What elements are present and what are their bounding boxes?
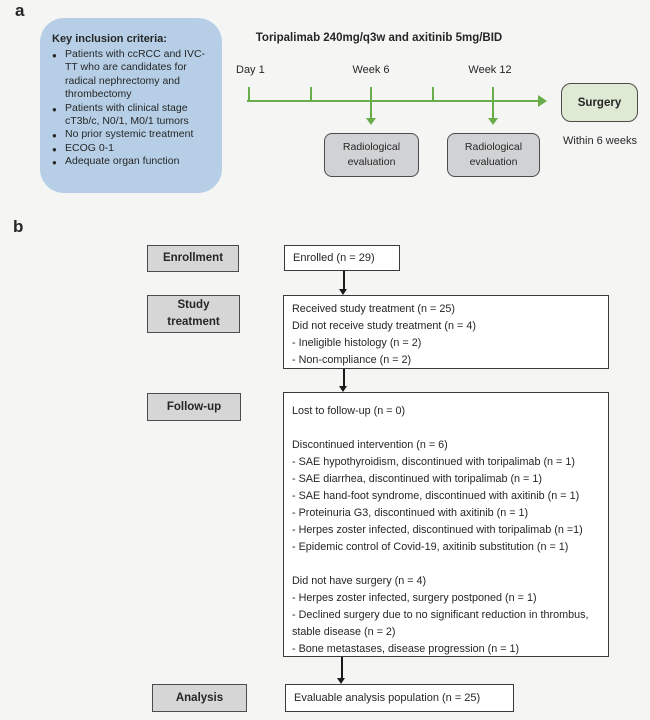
followup-line [292,556,608,573]
panel-b-label: b [13,217,24,236]
inclusion-item: ● No prior systemic treatment [52,128,212,141]
inclusion-item: ● Patients with ccRCC and IVC-TT who are candidates for radical nephrectomy and thrombectomy [52,48,212,102]
inclusion-item: ● ECOG 0-1 [52,142,212,155]
treatment-line: Received study treatment (n = 25) [292,303,455,315]
followup-line [292,420,608,437]
inclusion-criteria-title: Key inclusion criteria: [52,33,167,45]
flow-arrow [343,369,345,386]
inclusion-item: ● Patients with clinical stage cT3b/c, N0/1, M0/1 tumors [52,102,212,129]
radiological-evaluation-box-week6: Radiological evaluation [324,133,419,177]
week12-down-arrowhead-icon [488,118,498,125]
analysis-box: Evaluable analysis population (n = 25) [285,684,514,712]
inclusion-criteria-list [52,48,212,169]
flow-arrowhead-icon [339,386,347,392]
timeline-tick [432,87,434,101]
followup-line: - Proteinuria G3, discontinued with axitinib (n = 1) [292,507,529,519]
flow-arrow [341,657,343,678]
flow-arrowhead-icon [339,289,347,295]
treatment-line: - Ineligible histology (n = 2) [292,337,422,349]
regimen-title: Toripalimab 240mg/q3w and axitinib 5mg/BID [255,32,503,44]
flow-arrow [343,271,345,289]
followup-line: - Bone metastases, disease progression (n = 1) [292,643,520,655]
week6-down-arrowhead-icon [366,118,376,125]
timeline-tick [248,87,250,101]
panel-a-label: a [15,1,25,20]
followup-line: Discontinued intervention (n = 6) [292,439,448,451]
treatment-line: - Non-compliance (n = 2) [292,354,412,366]
followup-line: - Herpes zoster infected, surgery postponed (n = 1) [292,592,537,604]
flow-arrowhead-icon [337,678,345,684]
timeline-axis [247,100,539,102]
followup-line: - Epidemic control of Covid-19, axitinib substitution (n = 1) [292,541,569,553]
followup-line: - SAE diarrhea, discontinued with toripalimab (n = 1) [292,473,542,485]
surgery-box: Surgery [561,83,638,122]
enrolled-box: Enrolled (n = 29) [284,245,400,271]
treatment-line: Did not receive study treatment (n = 4) [292,320,476,332]
inclusion-item: ● Adequate organ function [52,155,212,168]
followup-line: - SAE hypothyroidism, discontinued with toripalimab (n = 1) [292,456,575,468]
timepoint-week12: Week 12 [468,64,512,76]
follow-up-box [283,392,609,657]
timeline-arrowhead-icon [538,95,547,107]
followup-line: Did not have surgery (n = 4) [292,575,427,587]
timepoint-day1: Day 1 [236,64,265,76]
followup-line: - SAE hand-foot syndrome, discontinued with axitinib (n = 1) [292,490,580,502]
inclusion-criteria-box [40,18,222,193]
followup-line: Lost to follow-up (n = 0) [292,405,406,417]
stage-enrollment: Enrollment [147,245,239,272]
timeline-tick [370,87,372,101]
followup-line: stable disease (n = 2) [292,626,396,638]
week6-down-arrow [370,102,372,118]
timeline-tick [310,87,312,101]
followup-line: - Declined surgery due to no significant reduction in thrombus, [292,609,589,621]
stage-follow-up: Follow-up [147,393,241,421]
followup-line: - Herpes zoster infected, discontinued with toripalimab (n =1) [292,524,583,536]
week12-down-arrow [492,102,494,118]
radiological-evaluation-box-week12: Radiological evaluation [447,133,540,177]
surgery-timing-note: Within 6 weeks [563,135,637,147]
timeline-tick [492,87,494,101]
timepoint-week6: Week 6 [352,64,390,76]
study-treatment-box [283,295,609,369]
stage-study-treatment: Study treatment [147,295,240,333]
stage-analysis: Analysis [152,684,247,712]
